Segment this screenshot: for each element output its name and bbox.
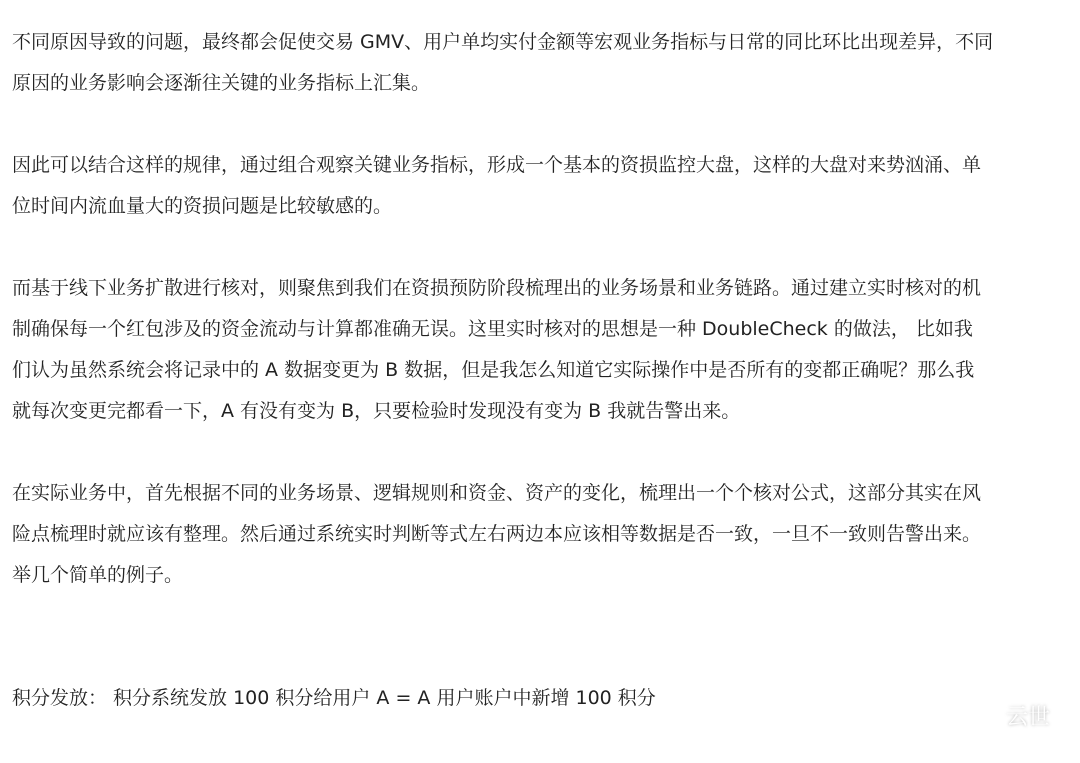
text-line: 原因的业务影响会逐渐往关键的业务指标上汇集。 [12, 72, 431, 94]
text-line: 举几个简单的例子。 [12, 564, 184, 586]
text-line: 们认为虽然系统会将记录中的 A 数据变更为 B 数据，但是我怎么知道它实际操作中是否所有的变都正确呢？那么我 [12, 359, 975, 381]
text-line: 积分发放： 积分系统发放 100 积分给用户 A = A 用户账户中新增 100 积分 [12, 687, 656, 709]
paragraph-5 [12, 678, 1070, 719]
paragraph-2 [12, 145, 1070, 227]
text-line: 就每次变更完都看一下，A 有没有变为 B，只要检验时发现没有变为 B 我就告警出来。 [12, 400, 741, 422]
text-line: 险点梳理时就应该有整理。然后通过系统实时判断等式左右两边本应该相等数据是否一致，一旦不一致则告警出来。 [12, 523, 982, 545]
watermark [966, 700, 1050, 731]
text-line: 位时间内流血量大的资损问题是比较敏感的。 [12, 195, 393, 217]
text-line: 不同原因导致的问题，最终都会促使交易 GMV、用户单均实付金额等宏观业务指标与日常的同比环比出现差异，不同 [12, 31, 994, 53]
article-body [12, 22, 1070, 719]
text-line: 因此可以结合这样的规律，通过组合观察关键业务指标，形成一个基本的资损监控大盘，这样的大盘对来势汹涌、单 [12, 154, 982, 176]
paragraph-1 [12, 22, 1070, 104]
wechat-icon [966, 702, 1000, 730]
paragraph-3 [12, 268, 1070, 432]
watermark-label: 云世 [1005, 705, 1050, 730]
paragraph-4 [12, 473, 1070, 596]
text-line: 而基于线下业务扩散进行核对，则聚焦到我们在资损预防阶段梳理出的业务场景和业务链路。通过建立实时核对的机 [12, 277, 982, 299]
text-line: 在实际业务中，首先根据不同的业务场景、逻辑规则和资金、资产的变化，梳理出一个个核对公式，这部分其实在风 [12, 482, 982, 504]
text-line: 制确保每一个红包涉及的资金流动与计算都准确无误。这里实时核对的思想是一种 DoubleCheck 的做法， 比如我 [12, 318, 973, 340]
